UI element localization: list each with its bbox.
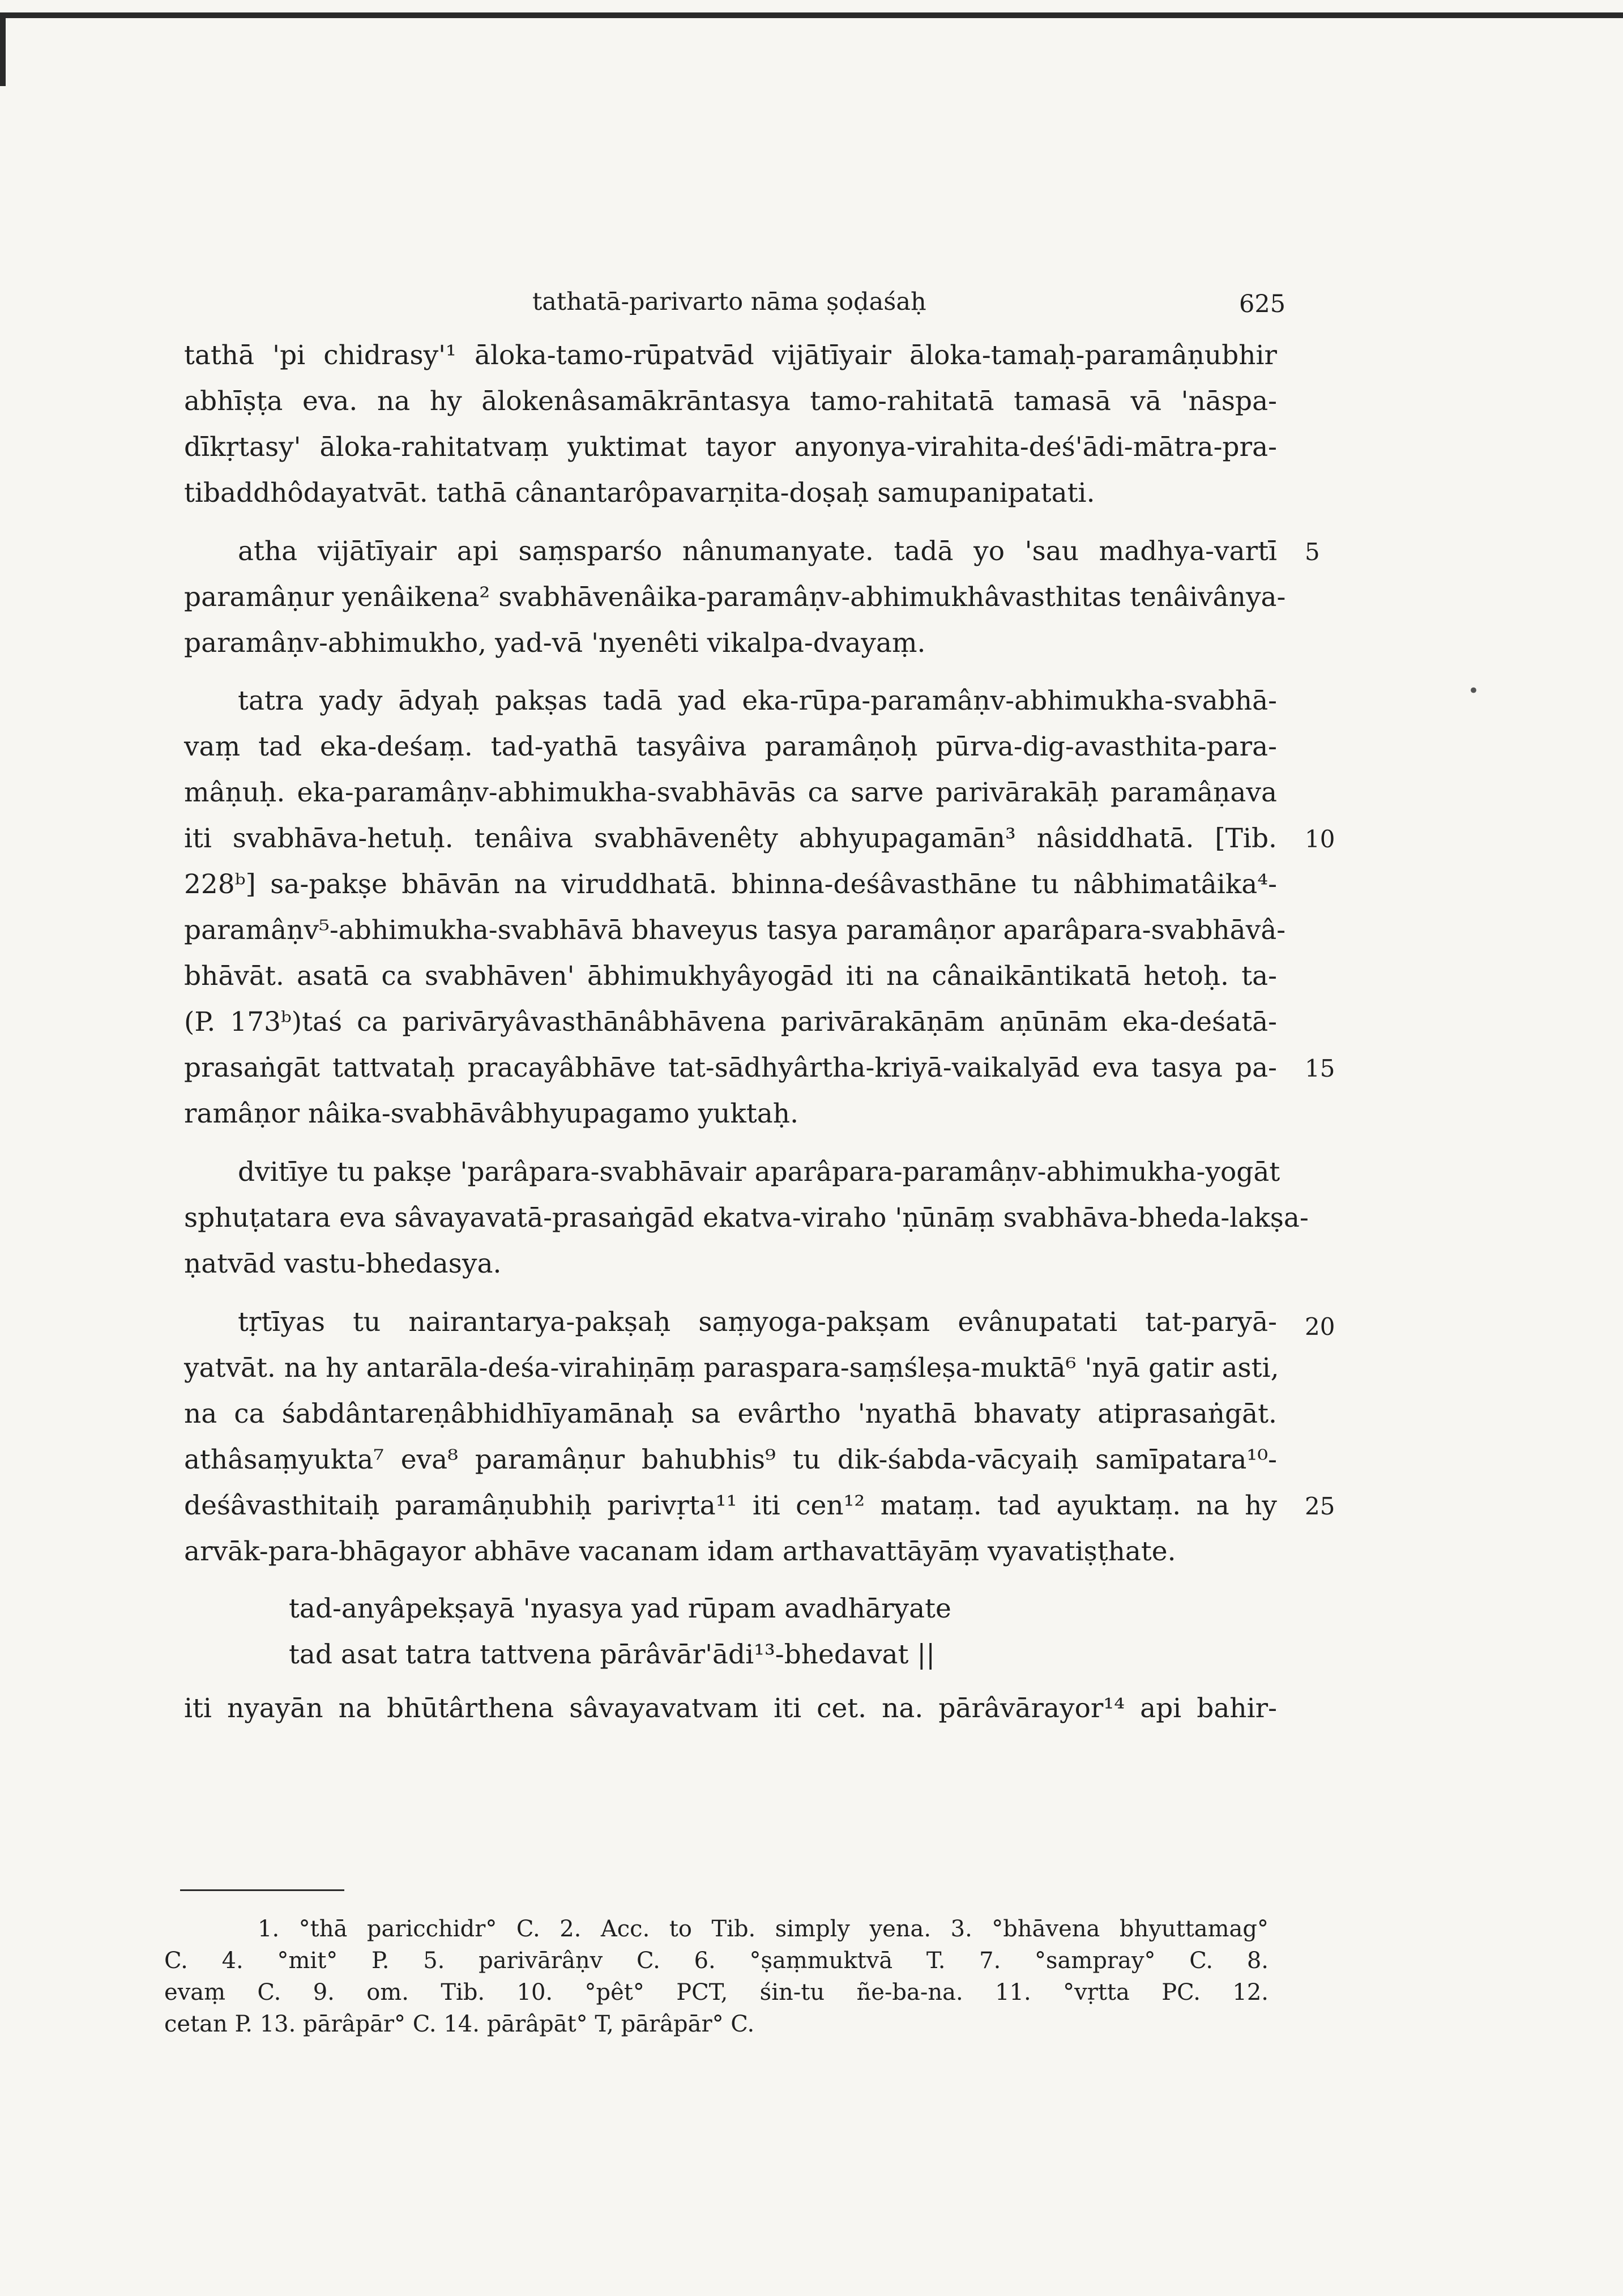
text-line: abhīṣṭa eva. na hy ālokenâsamākrāntasya tamo-rahitatā tamasā vā 'nāspa- <box>184 386 1277 417</box>
text-line: paramâṇur yenâikena² svabhāvenâika-paramâṇv-abhimukhâvasthitas tenâivânya- <box>184 582 1286 613</box>
verse-line: tad-anyâpekṣayā 'nyasya yad rūpam avadhāryate <box>289 1593 951 1624</box>
text-line: (P. 173ᵇ)taś ca parivāryâvasthānâbhāvena parivārakāṇām aṇūnām eka-deśatā- <box>184 1006 1277 1038</box>
text-line: na ca śabdântareṇâbhidhīyamānaḥ sa evârtho 'nyathā bhavaty atiprasaṅgāt. <box>184 1398 1277 1429</box>
text-line: ṇatvād vastu-bhedasya. <box>184 1248 502 1279</box>
text-line: arvāk-para-bhāgayor abhāve vacanam idam arthavattāyāṃ vyavatiṣṭhate. <box>184 1536 1176 1567</box>
text-line: yatvāt. na hy antarāla-deśa-virahiṇāṃ paraspara-saṃśleṣa-muktā⁶ 'nyā gatir asti, <box>184 1352 1279 1384</box>
text-line: prasaṅgāt tattvataḥ pracayâbhāve tat-sādhyârtha-kriyā-vaikalyād eva tasya pa- <box>184 1052 1277 1083</box>
text-line: paramâṇv⁵-abhimukha-svabhāvā bhaveyus tasya paramâṇor aparâpara-svabhāvâ- <box>184 915 1286 946</box>
text-line: tathā 'pi chidrasy'¹ āloka-tamo-rūpatvād vijātīyair āloka-tamaḥ-paramâṇubhir <box>184 340 1277 371</box>
text-line: paramâṇv-abhimukho, yad-vā 'nyenêti vikalpa-dvayaṃ. <box>184 628 926 659</box>
footnote-rule <box>180 1889 344 1891</box>
text-line: athâsaṃyukta⁷ eva⁸ paramâṇur bahubhis⁹ tu dik-śabda-vācyaiḥ samīpatara¹⁰- <box>184 1444 1277 1475</box>
text-line: mâṇuḥ. eka-paramâṇv-abhimukha-svabhāvās ca sarve parivārakāḥ paramâṇava <box>184 777 1277 808</box>
text-line: tibaddhôdayatvāt. tathā cânantarôpavarṇita-doṣaḥ samupanipatati. <box>184 477 1095 509</box>
scan-left-edge <box>0 12 6 86</box>
text-line: ramâṇor nâika-svabhāvâbhyupagamo yuktaḥ. <box>184 1098 799 1129</box>
footnote-line: cetan P. 13. pārâpār° C. 14. pārâpāt° T, pārâpār° C. <box>164 2011 755 2037</box>
text-line: iti svabhāva-hetuḥ. tenâiva svabhāvenêty abhyupagamān³ nâsiddhatā. [Tib. <box>184 823 1277 854</box>
text-line: deśâvasthitaiḥ paramâṇubhiḥ parivṛta¹¹ iti cen¹² mataṃ. tad ayuktaṃ. na hy <box>184 1490 1277 1521</box>
page-number: 625 <box>1239 290 1286 318</box>
text-line: tatra yady ādyaḥ pakṣas tadā yad eka-rūpa-paramâṇv-abhimukha-svabhā- <box>238 685 1277 716</box>
line-number: 20 <box>1305 1313 1335 1341</box>
line-number: 25 <box>1305 1492 1335 1520</box>
text-line: 228ᵇ] sa-pakṣe bhāvān na viruddhatā. bhinna-deśâvasthāne tu nâbhimatâika⁴- <box>184 869 1277 900</box>
line-number: 10 <box>1305 825 1335 853</box>
text-line: dīkṛtasy' āloka-rahitatvaṃ yuktimat tayor anyonya-virahita-deś'ādi-mātra-pra- <box>184 432 1277 463</box>
text-line: dvitīye tu pakṣe 'parâpara-svabhāvair aparâpara-paramâṇv-abhimukha-yogāt <box>238 1156 1280 1188</box>
text-line: tṛtīyas tu nairantarya-pakṣaḥ saṃyoga-pakṣam evânupatati tat-paryā- <box>238 1307 1277 1338</box>
line-number: 5 <box>1305 538 1320 566</box>
running-head: tathatā-parivarto nāma ṣoḍaśaḥ <box>532 288 926 316</box>
text-line: sphuṭatara eva sâvayavatā-prasaṅgād ekatva-viraho 'ṇūnāṃ svabhāva-bheda-lakṣa- <box>184 1202 1309 1234</box>
footnote-line: evaṃ C. 9. om. Tib. 10. °pêt° PCT, śin-tu ñe-ba-na. 11. °vṛtta PC. 12. <box>164 1979 1268 2005</box>
text-line: iti nyayān na bhūtârthena sâvayavatvam iti cet. na. pārâvārayor¹⁴ api bahir- <box>184 1693 1277 1724</box>
scan-top-edge <box>0 12 1623 18</box>
text-line: vaṃ tad eka-deśaṃ. tad-yathā tasyâiva paramâṇoḥ pūrva-dig-avasthita-para- <box>184 731 1277 762</box>
footnote-line: 1. °thā paricchidr° C. 2. Acc. to Tib. simply yena. 3. °bhāvena bhyuttamag° <box>258 1916 1268 1942</box>
line-number: 15 <box>1305 1055 1335 1082</box>
text-line: atha vijātīyair api saṃsparśo nânumanyate. tadā yo 'sau madhya-vartī <box>238 536 1277 567</box>
verse-line: tad asat tatra tattvena pārâvār'ādi¹³-bhedavat || <box>289 1639 936 1670</box>
footnote-line: C. 4. °mit° P. 5. parivārâṇv C. 6. °ṣaṃmuktvā T. 7. °sampray° C. 8. <box>164 1948 1268 1974</box>
margin-dot: • <box>1468 680 1480 702</box>
text-line: bhāvāt. asatā ca svabhāven' ābhimukhyâyogād iti na cânaikāntikatā hetoḥ. ta- <box>184 961 1277 992</box>
